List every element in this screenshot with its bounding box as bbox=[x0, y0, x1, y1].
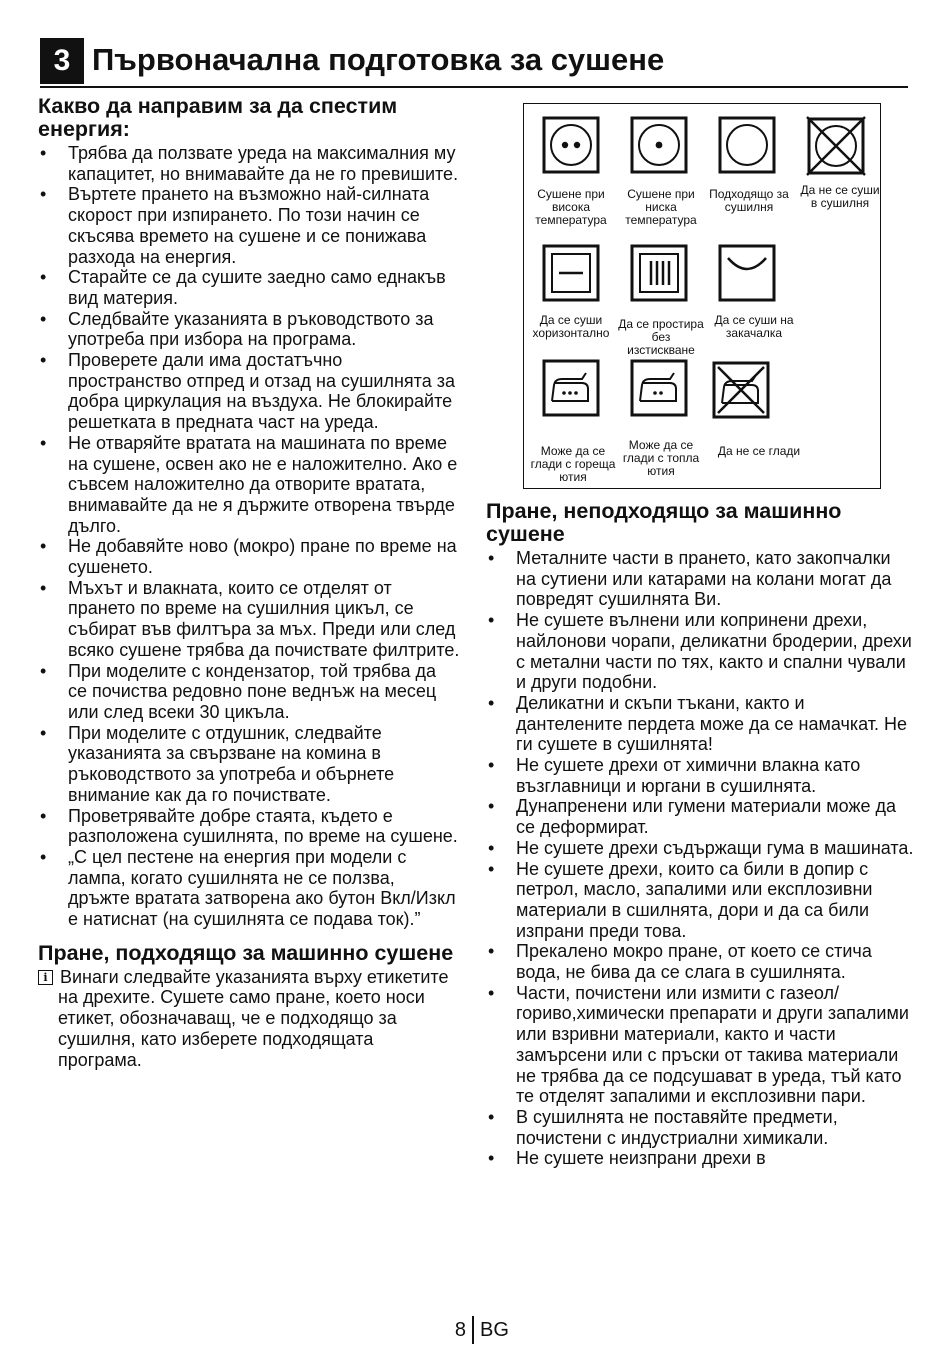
list-item: • Не сушете дрехи от химични влакна като възглавници и юргани в сушилнята. bbox=[486, 755, 914, 796]
energy-heading: Какво да направим за да спестим енергия: bbox=[38, 94, 398, 141]
list-item: • Не сушете дрехи, които са били в допир с петрол, масло, запалими или експлозивни материали в сшилнята, дори и да са били изпрани преди това. bbox=[486, 859, 914, 942]
list-item: • Не сушете неизпрани дрехи в bbox=[486, 1148, 914, 1169]
tumble-dry-ok-icon bbox=[718, 116, 776, 174]
iron-warm-icon bbox=[630, 359, 688, 417]
list-item: • Деликатни и скъпи тъкани, както и дантелените пердета може да се намачкат. Не ги сушете в сушилнята! bbox=[486, 693, 914, 755]
chapter-title: Първоначална подготовка за сушене bbox=[92, 42, 665, 77]
symbol-line-dry bbox=[712, 244, 796, 354]
list-item: • Не добавяйте ново (мокро) пране по време на сушенето. bbox=[38, 536, 460, 577]
symbol-label: Сушене при висока температура bbox=[535, 187, 607, 227]
list-item: • Металните части в прането, като закопчалки на сутиени или катарами на колани могат да повредят сушилнята Ви. bbox=[486, 548, 914, 610]
symbol-iron-warm bbox=[624, 359, 698, 484]
tumble-dry-low-icon bbox=[630, 116, 688, 174]
list-item: • Прекалено мокро пране, от което се стича вода, не бива да се слага в сушилнята. bbox=[486, 941, 914, 982]
language-code: BG bbox=[480, 1319, 509, 1341]
do-not-tumble-dry-icon bbox=[806, 116, 866, 176]
page-number: 8 bbox=[454, 1319, 466, 1341]
symbol-label: Да не се суши в сушилня bbox=[800, 183, 880, 210]
symbol-tumble-dry-low bbox=[624, 116, 698, 236]
chapter-header bbox=[40, 38, 908, 88]
list-item: • Проветрявайте добре стаята, където е разположена сушилнята, по време на сушене. bbox=[38, 806, 460, 847]
suitable-text: Винаги следвайте указанията върху етикетите на дрехите. Сушете само пране, което носи етикет, обозначаващ, че е подходящо за сушилня, като изберете подходящата програма. bbox=[58, 966, 449, 1070]
symbol-label: Подходящо за сушилня bbox=[709, 187, 789, 214]
symbol-label: Може да се глади с топла ютия bbox=[622, 438, 700, 478]
chapter-number: 3 bbox=[40, 38, 84, 84]
list-item: • Не отваряйте вратата на машината по време на сушене, освен ако не е наложително. Ако е съвсем наложително да отворите вратата, внимавайте да не я държите отворена твърде дълго. bbox=[38, 433, 460, 537]
list-item: • В сушилнята не поставяйте предмети, почистени с индустриални химикали. bbox=[486, 1107, 914, 1148]
energy-list bbox=[38, 143, 460, 930]
symbol-dry-flat bbox=[534, 244, 608, 354]
page-footer bbox=[0, 1316, 950, 1346]
symbol-label: Може да се глади с гореща ютия bbox=[530, 444, 616, 484]
symbol-label: Сушене при ниска температура bbox=[625, 187, 697, 227]
symbol-label: Да не се глади bbox=[717, 444, 801, 458]
suitable-heading: Пране, подходящо за машинно сушене bbox=[38, 940, 454, 965]
list-item: • Дунапренени или гумени материали може да се деформират. bbox=[486, 796, 914, 837]
list-item: • Въртете прането на възможно най-силната скорост при изпирането. По този начин се скъсява времето на сушене и се понижава разхода на енергия. bbox=[38, 184, 460, 267]
unsuitable-heading: Пране, неподходящо за машинно сушене bbox=[486, 499, 842, 546]
footer-divider bbox=[472, 1316, 474, 1344]
list-item: • „С цел пестене на енергия при модели с лампа, когато сушилнята не се ползва, дръжте вратата затворена ако бутон Вкл/Изкл е натиснат (на сушилнята се подава ток).” bbox=[38, 847, 460, 930]
list-item: • Старайте се да сушите заедно само еднакъв вид материя. bbox=[38, 267, 460, 308]
iron-hot-icon bbox=[542, 359, 600, 417]
suitable-info bbox=[38, 967, 460, 1071]
list-item: • Не сушете дрехи съдържащи гума в машината. bbox=[486, 838, 914, 859]
list-item: • Проверете дали има достатъчно пространство отпред и отзад на сушилнята за добра циркулация на въздуха. Не блокирайте решетката в предната част на уреда. bbox=[38, 350, 460, 433]
list-item: • Мъхът и влакната, които се отделят от прането по време на сушилния цикъл, се събират във филтъра за мъх. Преди или след всяко сушене трябва да почиствате филтрите. bbox=[38, 578, 460, 661]
list-item: • Трябва да ползвате уреда на максималния му капацитет, но внимавайте да не го превишите. bbox=[38, 143, 460, 184]
dry-flat-icon bbox=[542, 244, 600, 302]
symbol-iron-hot bbox=[530, 359, 616, 484]
unsuitable-list bbox=[486, 548, 914, 1169]
list-item: • Части, почистени или измити с газеол/гориво,химически препарати и други запалими или взривни материали, както и части замърсени или с пръски от такива материали не трябва да се подсушават в уреда, тъй като те отделят запалими и експлозивни пари. bbox=[486, 983, 914, 1107]
symbol-do-not-tumble-dry bbox=[800, 116, 880, 236]
drip-dry-icon bbox=[630, 244, 688, 302]
symbol-do-not-iron bbox=[710, 359, 810, 484]
care-symbols-box bbox=[523, 103, 881, 489]
symbol-label: Да се суши хоризонтално bbox=[532, 313, 610, 340]
symbol-drip-dry bbox=[618, 244, 704, 357]
info-icon: i bbox=[38, 970, 53, 985]
line-dry-icon bbox=[718, 244, 776, 302]
symbol-label: Да се простира без изстискване bbox=[618, 317, 704, 357]
symbol-tumble-dry-high bbox=[534, 116, 608, 236]
list-item: • При моделите с кондензатор, той трябва да се почиства редовно поне веднъж на месец или след всеки 30 цикъла. bbox=[38, 661, 460, 723]
right-column bbox=[486, 500, 914, 1169]
do-not-iron-icon bbox=[710, 359, 772, 421]
list-item: • Не сушете вълнени или копринени дрехи, найлонови чорапи, деликатни бродерии, дрехи с метални части по тях, както и спални чували и други подобни. bbox=[486, 610, 914, 693]
list-item: • Следбвайте указанията в ръководството за употреба при избора на програма. bbox=[38, 309, 460, 350]
left-column bbox=[38, 95, 460, 1070]
list-item: • При моделите с отдушник, следвайте указанията за свързване на комина в ръководството за употреба и обърнете внимание как да го почиствате. bbox=[38, 723, 460, 806]
symbol-tumble-dry-ok bbox=[709, 116, 789, 236]
symbol-label: Да се суши на закачалка bbox=[714, 313, 794, 340]
tumble-dry-high-icon bbox=[542, 116, 600, 174]
